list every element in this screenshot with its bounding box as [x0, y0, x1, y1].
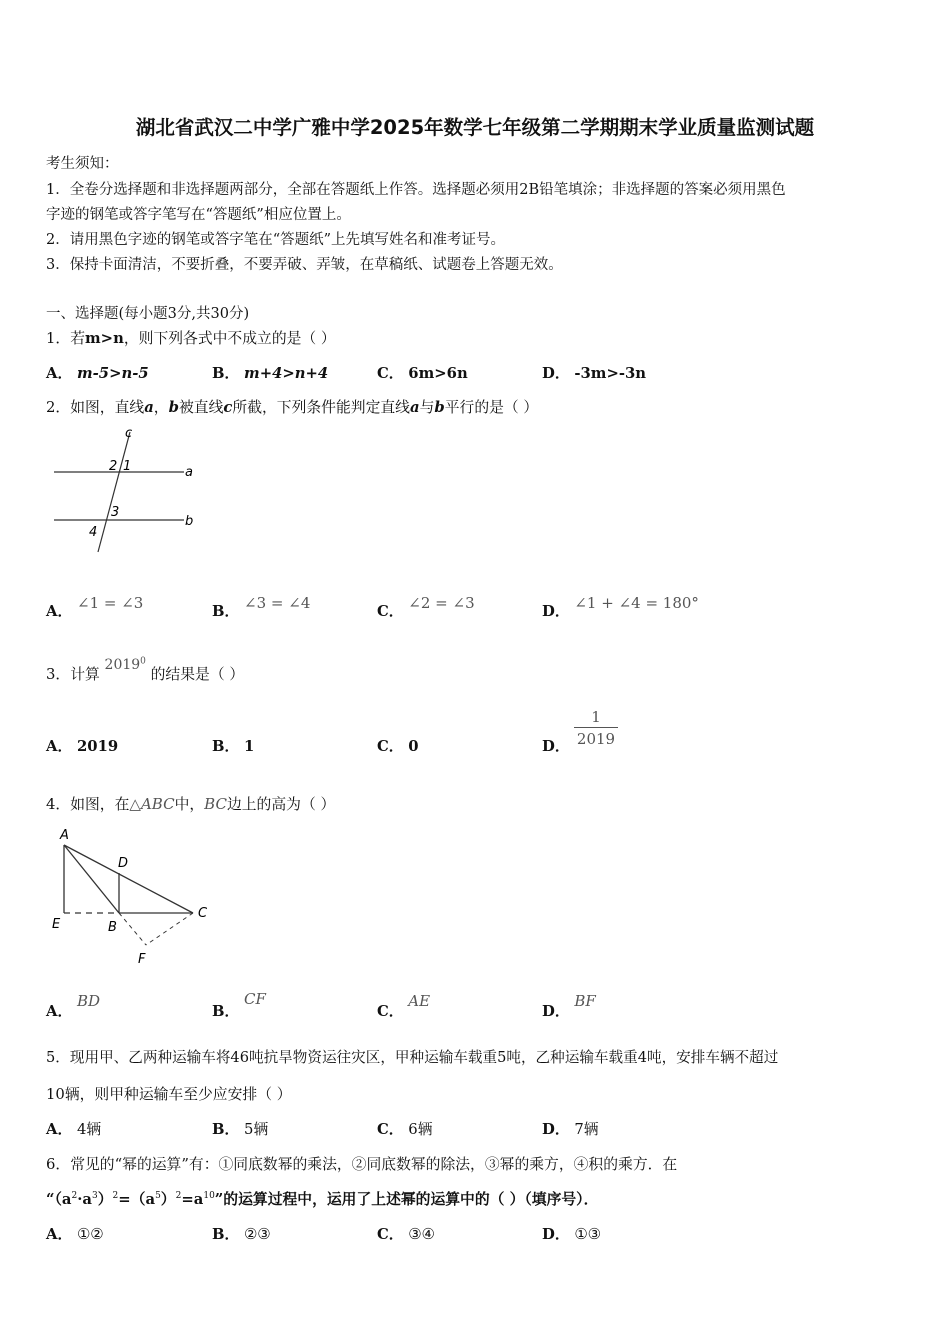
q3-option-b[interactable]: B． 1 [212, 738, 255, 755]
label-D: D [118, 856, 129, 871]
label-c: c [125, 426, 133, 441]
q1-option-a[interactable]: A． m-5>n-5 [46, 365, 149, 382]
notice-line-4: 3．保持卡面清洁，不要折叠，不要弄破、弄皱，在草稿纸、试题卷上答题无效。 [46, 257, 563, 273]
q3-option-a[interactable]: A． 2019 [46, 738, 119, 755]
triangle-figure [46, 825, 216, 970]
q2-option-a[interactable]: A． ∠1 = ∠3 [46, 594, 144, 620]
q6-option-d[interactable]: D． ①③ [542, 1226, 601, 1243]
label-2: 2 [109, 459, 118, 474]
q1-option-d[interactable]: D． -3m>-3n [542, 365, 647, 382]
q4-option-a[interactable]: A． BD [46, 992, 101, 1020]
q3-fraction: 1 2019 [574, 707, 618, 750]
q3-option-c[interactable]: C． 0 [377, 738, 419, 755]
q5-option-b[interactable]: B． 5辆 [212, 1121, 269, 1138]
question-3: 3．计算 2019$^0$ 的结果是（ ） [46, 656, 245, 683]
label-b: b [185, 514, 194, 529]
question-5-line-1: 5．现用甲、乙两种运输车将46吨抗旱物资运往灾区，甲种运输车载重5吨，乙种运输车载重4吨，安排车辆不超过 [46, 1049, 779, 1066]
notice-line-1: 1．全卷分选择题和非选择题两部分，全部在答题纸上作答。选择题必须用2B铅笔填涂；非选择题的答案必须用黑色 [46, 182, 786, 198]
label-1: 1 [123, 459, 132, 474]
q6-option-c[interactable]: C． ③④ [377, 1226, 435, 1243]
label-E: E [52, 917, 61, 932]
label-C: C [198, 906, 208, 921]
question-4: 4．如图，在△ABC中，BC边上的高为（ ） [46, 795, 336, 813]
page-title: 湖北省武汉二中学广雅中学2025年数学七年级第二学期期末学业质量监测试题 [135, 116, 815, 139]
label-B: B [108, 920, 117, 935]
question-1: 1．若m>n，则下列各式中不成立的是（ ） [46, 330, 336, 347]
notice-line-3: 2．请用黑色字迹的钢笔或答字笔在“答题纸”上先填写姓名和准考证号。 [46, 232, 506, 248]
label-3: 3 [111, 505, 120, 520]
q1-option-b[interactable]: B． m+4>n+4 [212, 365, 329, 382]
q6-option-b[interactable]: B． ②③ [212, 1226, 271, 1243]
q2-option-d[interactable]: D． ∠1 + ∠4 = 180° [542, 594, 699, 620]
line-c [98, 432, 130, 552]
question-6-line-1: 6．常见的“幂的运算”有：①同底数幂的乘法，②同底数幂的除法，③幂的乘方，④积的乘方．在 [46, 1156, 678, 1173]
question-2: 2．如图，直线a，b被直线c所截，下列条件能判定直线a与b平行的是（ ） [46, 399, 539, 416]
notice-heading: 考生须知： [46, 156, 119, 172]
label-A: A [60, 828, 69, 843]
q4-option-c[interactable]: C． AE [377, 992, 431, 1020]
q2-option-c[interactable]: C． ∠2 = ∠3 [377, 594, 475, 620]
notice-line-2: 字迹的钢笔或答字笔写在“答题纸”相应位置上。 [46, 207, 351, 223]
label-F: F [138, 952, 146, 967]
q4-option-d[interactable]: D． BF [542, 992, 596, 1020]
q4-option-b[interactable]: B． CF [212, 990, 266, 1020]
q5-option-a[interactable]: A． 4辆 [46, 1121, 102, 1138]
q3-option-d[interactable]: D． [542, 738, 570, 755]
q1-option-c[interactable]: C． 6m>6n [377, 365, 468, 382]
q6-option-a[interactable]: A． ①② [46, 1226, 104, 1243]
q5-option-d[interactable]: D． 7辆 [542, 1121, 599, 1138]
label-4: 4 [89, 525, 98, 540]
q5-option-c[interactable]: C． 6辆 [377, 1121, 433, 1138]
parallel-lines-figure [46, 424, 206, 554]
question-6-line-2: “$(a^2\cdot a^3)^2=(a^5)^2=a^{10}$”的运算过程中，运用了上述幂的运算中的（ ）（填序号）． [46, 1191, 599, 1208]
q2-option-b[interactable]: B． ∠3 = ∠4 [212, 594, 311, 620]
question-5-line-2: 10辆，则甲种运输车至少应安排（ ） [46, 1086, 292, 1103]
section-heading: 一、选择题(每小题3分,共30分) [46, 306, 250, 322]
label-a: a [185, 465, 193, 480]
